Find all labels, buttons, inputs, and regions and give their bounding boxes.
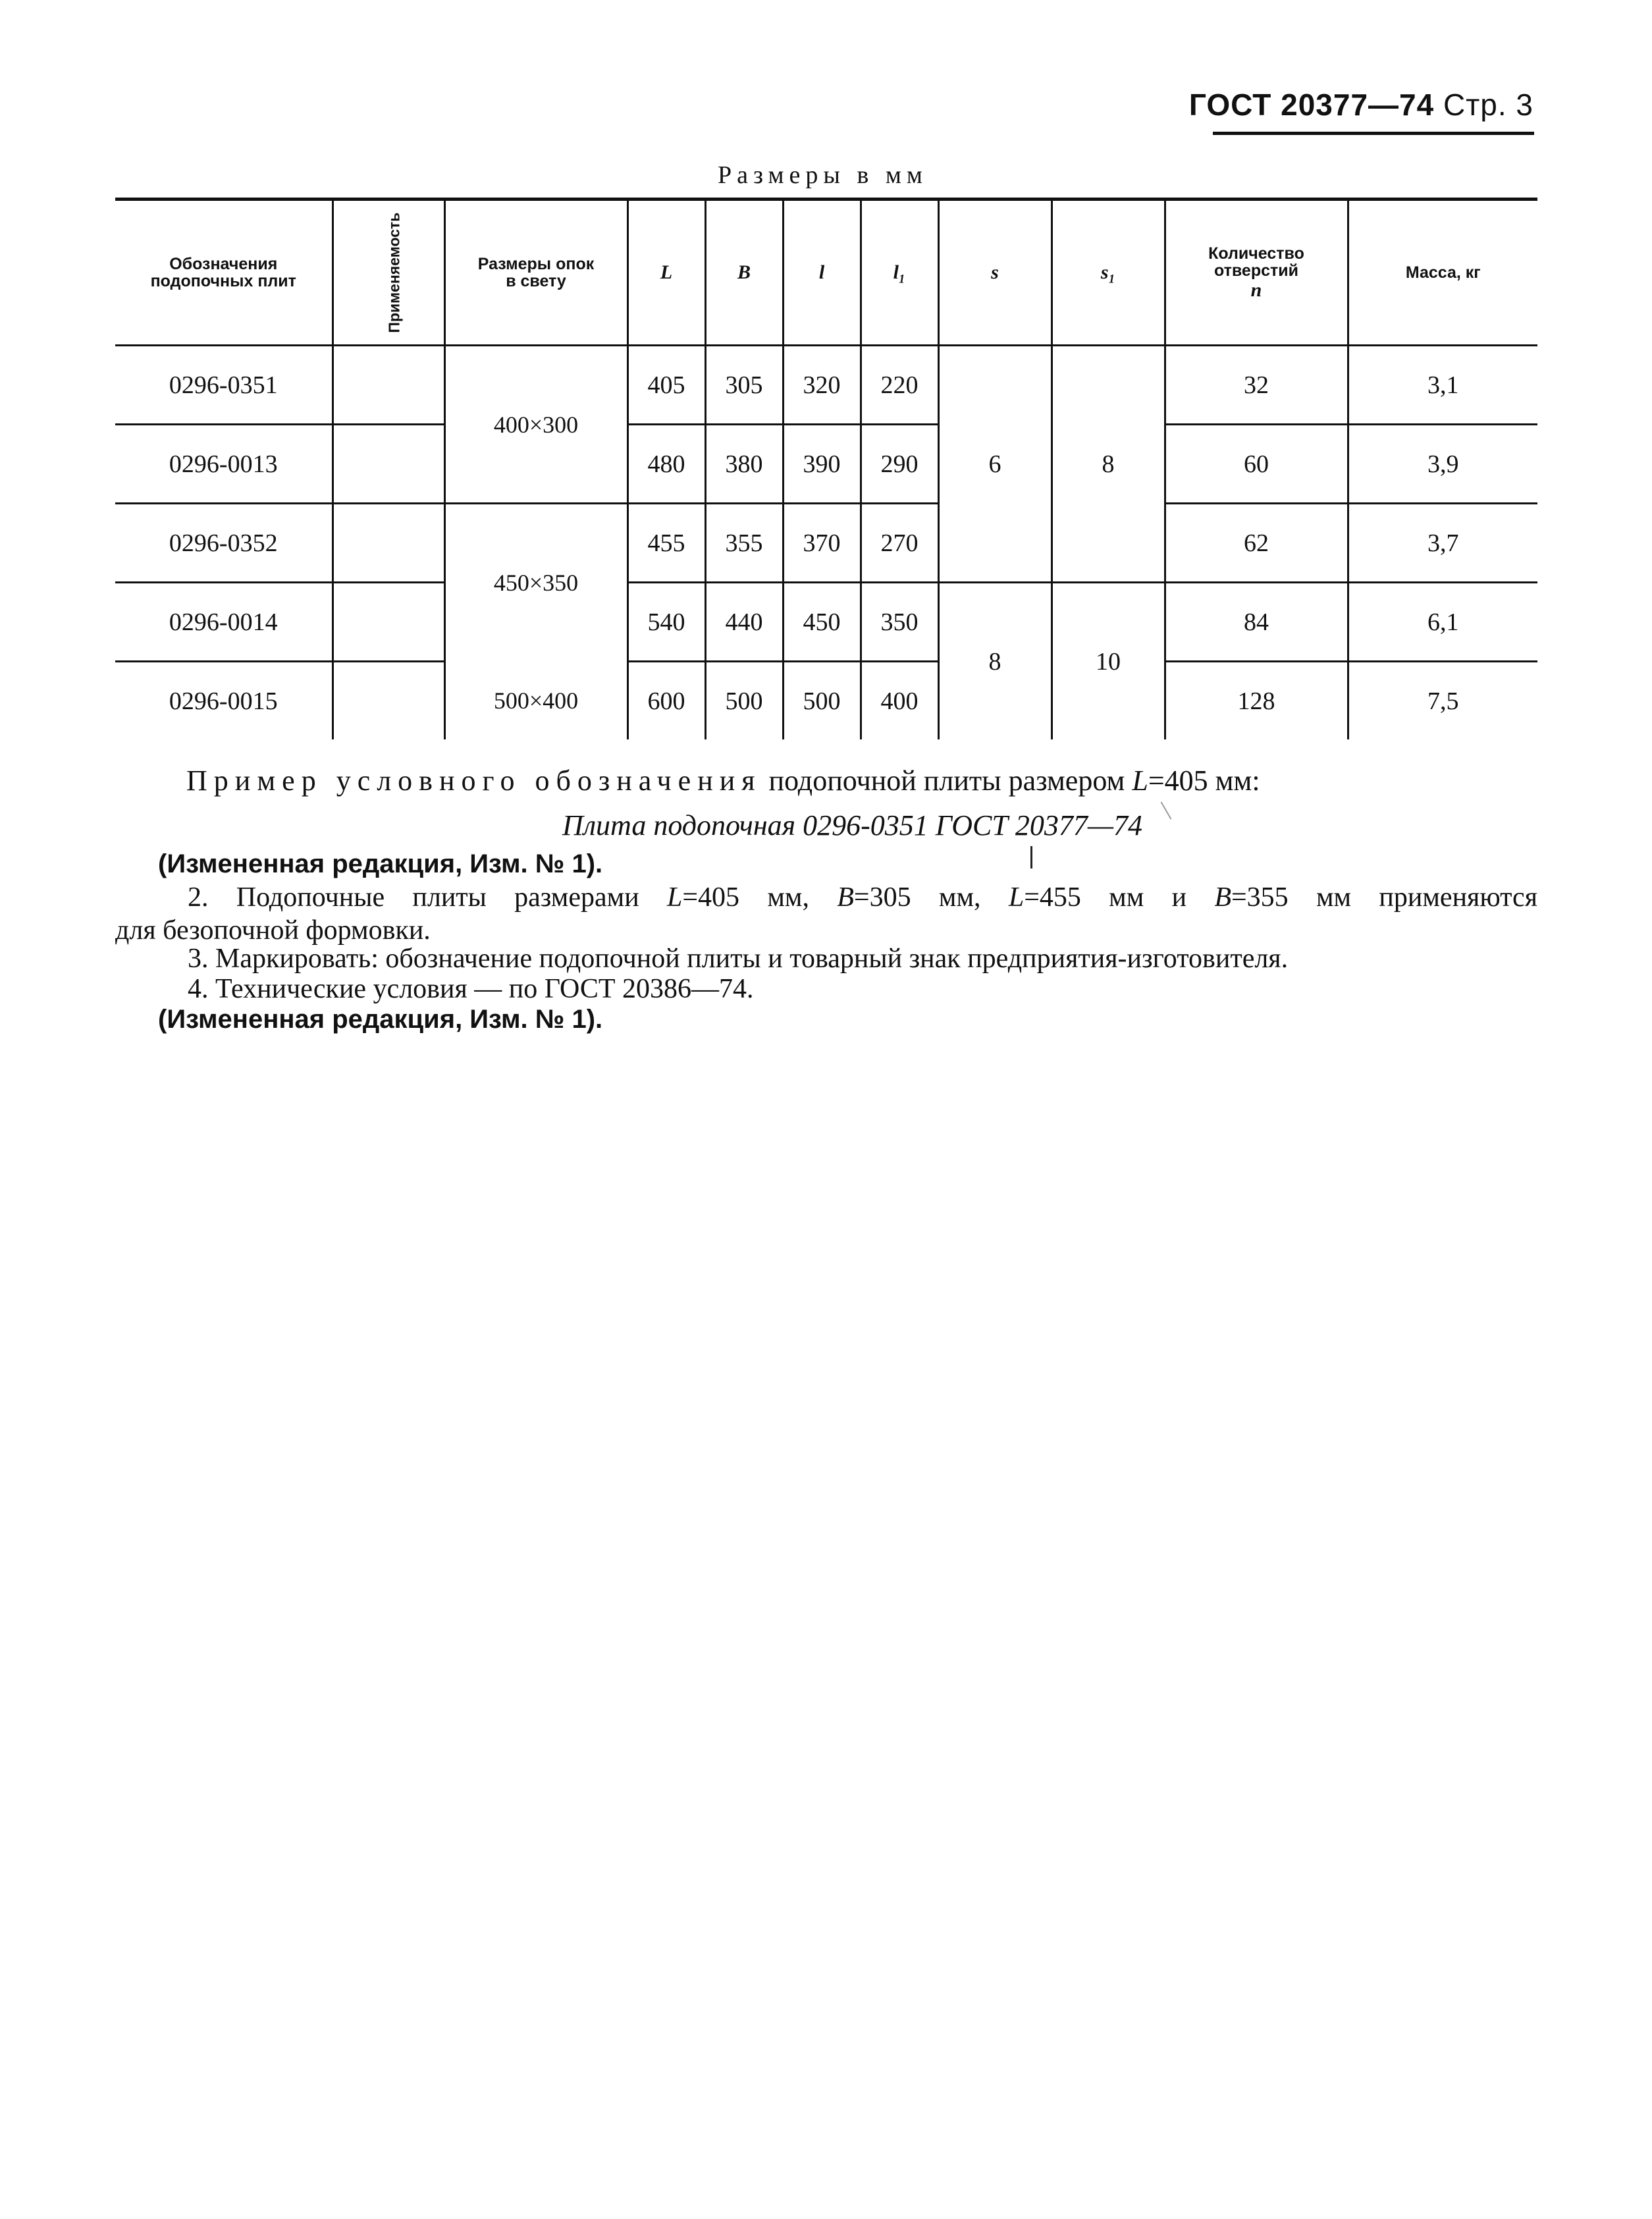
- cell-l1: 400: [861, 662, 938, 740]
- cell-B: 380: [705, 425, 783, 504]
- table-header-row: [115, 200, 1537, 346]
- cell-applicability: [333, 583, 444, 662]
- cell-holes: 32: [1165, 346, 1348, 425]
- cell-L: 405: [627, 346, 705, 425]
- cell-s1: 8: [1052, 346, 1165, 583]
- header-rule: [1213, 132, 1534, 135]
- spec-table: [115, 198, 1537, 739]
- cell-mass: 7,5: [1348, 662, 1537, 740]
- cell-B: 500: [705, 662, 783, 740]
- cell-holes: 62: [1165, 504, 1348, 583]
- cell-l: 320: [783, 346, 861, 425]
- cell-l: 450: [783, 583, 861, 662]
- cell-B: 355: [705, 504, 783, 583]
- cell-holes: 128: [1165, 662, 1348, 740]
- cell-l1: 290: [861, 425, 938, 504]
- col-l: l: [783, 200, 861, 346]
- cell-designation: 0296-0015: [169, 687, 278, 715]
- scan-mark: [1030, 846, 1032, 869]
- cell-designation: 0296-0014: [115, 583, 333, 662]
- units-caption: Размеры в мм: [718, 161, 928, 189]
- cell-B: 305: [705, 346, 783, 425]
- col-B: B: [705, 200, 783, 346]
- col-holes: Количество отверстий n: [1165, 200, 1348, 346]
- col-mass: Масса, кг: [1348, 200, 1537, 346]
- cell-applicability: [333, 346, 444, 425]
- table-row: [115, 662, 1537, 740]
- example-line: Пример условного обозначения подопочной плиты размером L=405 мм:: [186, 764, 1260, 797]
- col-s1: s₁: [1052, 200, 1165, 346]
- page-header: [1189, 87, 1533, 122]
- col-applicability: Применяемость: [333, 200, 444, 346]
- cell-flask-size: 500×400: [444, 662, 627, 740]
- cell-holes: 60: [1165, 425, 1348, 504]
- cell-B: 440: [705, 583, 783, 662]
- table-row: [115, 425, 1537, 504]
- cell-L: 480: [627, 425, 705, 504]
- table-row: [115, 346, 1537, 425]
- cell-L: 540: [627, 583, 705, 662]
- paragraph-4: 4. Технические условия — по ГОСТ 20386—74.: [188, 974, 754, 1004]
- col-designation: Обозначения подопочных плит: [115, 200, 333, 346]
- cell-designation: 0296-0352: [115, 504, 333, 583]
- cell-applicability: [333, 662, 444, 740]
- cell-l: 370: [783, 504, 861, 583]
- cell-l1: 220: [861, 346, 938, 425]
- cell-mass: 3,1: [1348, 346, 1537, 425]
- example-lead-rest: подопочной плиты размером: [768, 764, 1125, 797]
- table-row: [115, 583, 1537, 662]
- paragraph-3: 3. Маркировать: обозначение подопочной плиты и товарный знак предприятия-изготовителя.: [188, 944, 1289, 974]
- col-flask-sizes: Размеры опок в свету: [444, 200, 627, 346]
- cell-mass: 6,1: [1348, 583, 1537, 662]
- cell-s: 8: [938, 583, 1052, 740]
- cell-holes: 84: [1165, 583, 1348, 662]
- amendment-note: (Измененная редакция, Изм. № 1).: [158, 849, 603, 878]
- table-row: [115, 504, 1537, 583]
- example-lead: Пример условного обозначения: [186, 764, 762, 797]
- page-number: Стр. 3: [1443, 88, 1533, 122]
- cell-s1: 10: [1052, 583, 1165, 740]
- cell-applicability: [333, 504, 444, 583]
- cell-l1: 270: [861, 504, 938, 583]
- cell-L: 455: [627, 504, 705, 583]
- cell-flask-size: 450×350: [444, 504, 627, 662]
- cell-L: 600: [627, 662, 705, 740]
- standard-number: ГОСТ 20377—74: [1188, 88, 1435, 122]
- col-L: L: [627, 200, 705, 346]
- paragraph-2: 2. Подопочные плиты размерами L=405 мм, B=305 мм, L=455 мм и B=355 мм применяются для безопочной формовки.: [115, 882, 1538, 946]
- example-designation: Плита подопочная 0296-0351 ГОСТ 20377—74: [562, 809, 1142, 842]
- cell-flask-size: 400×300: [444, 346, 627, 504]
- cell-l: 500: [783, 662, 861, 740]
- cell-s: 6: [938, 346, 1052, 583]
- col-s: s: [938, 200, 1052, 346]
- cell-mass: 3,9: [1348, 425, 1537, 504]
- cell-mass: 3,7: [1348, 504, 1537, 583]
- cell-designation: 0296-0013: [115, 425, 333, 504]
- cell-applicability: [333, 425, 444, 504]
- cell-designation: 0296-0351: [115, 346, 333, 425]
- cell-l1: 350: [861, 583, 938, 662]
- col-l1: l₁: [861, 200, 938, 346]
- amendment-note: (Измененная редакция, Изм. № 1).: [158, 1005, 603, 1034]
- cell-l: 390: [783, 425, 861, 504]
